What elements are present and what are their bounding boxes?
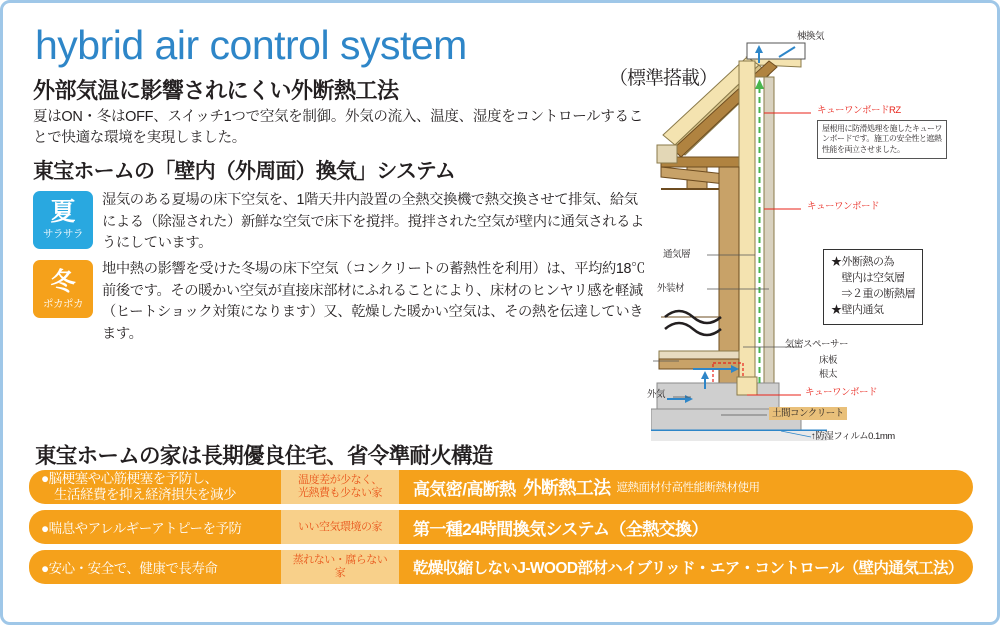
benefit-3-right-main: 乾燥収縮しないJ-WOOD部材ハイブリッド・エア・コントロール（壁内通気工法） <box>413 560 963 577</box>
benefit-1-right-sub: 遮熱面材付高性能断熱材使用 <box>616 482 760 494</box>
moisture-film-label <box>811 431 895 442</box>
season-row-winter <box>33 258 647 345</box>
ground-concrete-label: 土間コンクリート <box>769 407 847 420</box>
benefit-2-left <box>29 510 281 544</box>
foundation-wall <box>657 383 779 409</box>
section-paragraph-1: 夏はON・冬はOFF、スイッチ1つで空気を制御。外気の流入、温度、湿度をコントロールすることで快適な環境を実現しました。 <box>33 109 643 147</box>
moisture-film-arrow: ↑ <box>811 431 816 442</box>
section-heading-3: 東宝ホームの家は長期優良住宅、省令準耐火構造 <box>35 444 493 468</box>
winter-description: 地中熱の影響を受けた冬場の床下空気（コンクリートの蓄熱性を利用）は、平均約18℃前後です。その暖かい空気が直接床部材にふれることにより、床材のヒンヤリ感を軽減（ヒートショック対策になります）又、乾燥した暖かい空気は、その熱を伝達していきます。 <box>102 261 645 342</box>
left-content-column <box>29 19 647 349</box>
benefit-3-right <box>399 550 973 584</box>
winter-badge-main: 冬 <box>50 267 76 296</box>
benefit-1-right-strong: 外断熱工法 <box>523 478 611 498</box>
benefit-1-mid <box>281 470 399 504</box>
note-line-4: ★壁内通気 <box>831 303 884 316</box>
standard-equipped-label: （標準搭載） <box>609 68 718 89</box>
section-heading-1: 外部気温に影響されにくい外断熱工法 <box>33 78 399 104</box>
floor-board <box>659 351 739 359</box>
qone-board-rz-label: キューワンボードRZ <box>817 105 901 116</box>
ground-layer <box>651 431 827 441</box>
wall-vent-gap <box>755 77 764 391</box>
ridge-vent-label: 棟換気 <box>797 31 825 42</box>
benefit-row-2 <box>29 510 973 544</box>
note-line-3: ⇒２重の断熱層 <box>831 287 915 300</box>
benefit-1-left-line2: 生活経費を抑え経済損失を減少 <box>41 487 236 502</box>
eave-block <box>657 145 677 163</box>
summer-description: 湿気のある夏場の床下空気を、1階天井内設置の全熱交換機で熱交換させて排気、給気による（除湿された）新鮮な空気で床下を撹拌。撹拌された空気が壁内に通気されるようにしています。 <box>102 192 644 251</box>
summer-badge <box>33 191 93 249</box>
note-line-1: ★外断熱の為 <box>831 256 894 268</box>
benefit-3-left-line1: ●安心・安全で、健康で長寿命 <box>41 561 218 576</box>
benefit-1-right-main: 高気密/高断熱 <box>413 479 516 499</box>
floor-joist <box>659 359 739 369</box>
benefit-2-right <box>399 510 973 544</box>
note-line-2: 壁内は空気層 <box>831 271 905 284</box>
airtight-spacer-label: 気密スペーサー <box>785 339 849 350</box>
benefit-3-mid <box>281 550 399 584</box>
benefit-2-mid <box>281 510 399 544</box>
benefit-1-mid-line1: 温度差が少なく、 <box>298 474 382 487</box>
season-row-summer <box>33 189 647 254</box>
outer-insulation-note <box>823 249 923 325</box>
benefit-1-left <box>29 470 281 504</box>
summer-badge-sub: サラサラ <box>43 228 83 241</box>
ridge-vent-block <box>747 43 805 59</box>
benefit-bar-list <box>29 470 973 590</box>
benefit-2-mid-line1: いい空気環境の家 <box>298 520 382 533</box>
winter-badge <box>33 260 93 318</box>
floor-board-label: 床板 <box>819 355 838 366</box>
foundation-insulation <box>737 377 757 395</box>
winter-badge-sub: ポカポカ <box>43 297 83 310</box>
exterior-siding <box>764 77 774 391</box>
benefit-2-left-line1: ●喘息やアレルギーアトピーを予防 <box>41 521 242 536</box>
page-title: hybrid air control system <box>35 22 467 68</box>
section-heading-2: 東宝ホームの「壁内（外周面）換気」システム <box>33 160 456 184</box>
qone-board-label: キューワンボード <box>807 201 880 212</box>
house-section-diagram <box>609 17 981 467</box>
benefit-row-3 <box>29 550 973 584</box>
break-symbol-bottom <box>665 323 721 335</box>
moisture-film-text: 防湿フィルム0.1mm <box>815 431 895 442</box>
vent-layer-label: 通気層 <box>663 249 691 260</box>
qone-board-2-label: キューワンボード <box>805 387 878 398</box>
benefit-1-mid-line2: 光熱費も少ない家 <box>298 487 382 499</box>
arrow-foundation-up-head <box>701 371 709 379</box>
outside-air-label: 外気 <box>647 389 666 400</box>
benefit-1-right <box>399 470 973 504</box>
joist-label: 根太 <box>819 369 838 380</box>
benefit-2-right-main: 第一種24時間換気システム（全熱交換） <box>413 519 708 539</box>
benefit-1-left-line1: ●脳梗塞や心筋梗塞を予防し、 <box>41 471 218 487</box>
benefit-3-mid-line1: 蒸れない・腐らない家 <box>292 554 388 579</box>
benefit-3-left <box>29 550 281 584</box>
benefit-row-1 <box>29 470 973 504</box>
qone-board-rz-note: 屋根用に防滑処理を施したキューワンボードです。施工の安全性と遮熱性能を両立させました。 <box>817 120 947 159</box>
wall-insulation-board <box>739 61 755 391</box>
summer-badge-main: 夏 <box>50 198 76 227</box>
exterior-material-label: 外装材 <box>657 283 685 294</box>
